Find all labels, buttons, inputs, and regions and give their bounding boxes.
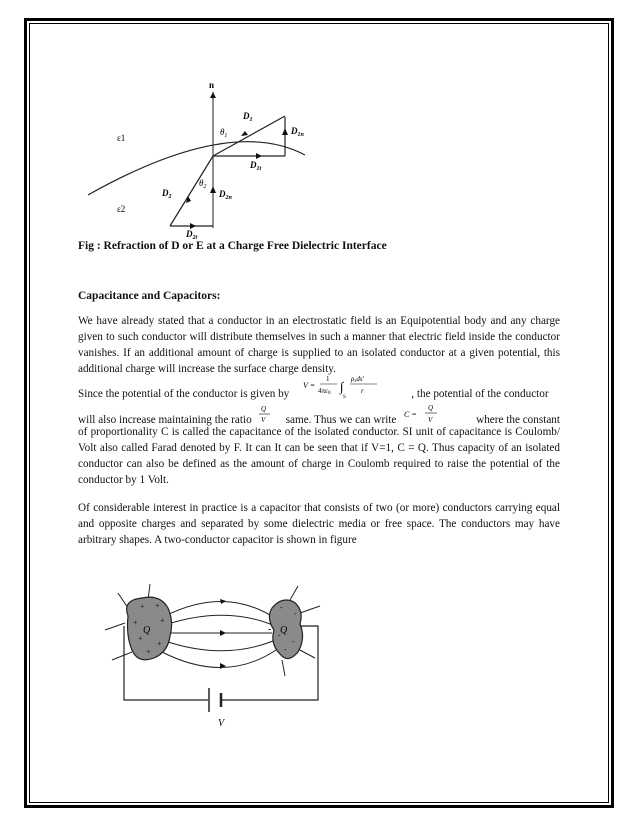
theta2-label: $\theta_2$ xyxy=(199,178,207,190)
ratio-equation xyxy=(258,402,272,426)
svg-text:-: - xyxy=(278,631,281,640)
refraction-diagram xyxy=(0,0,638,240)
svg-text:+: + xyxy=(157,639,162,648)
svg-text:r: r xyxy=(361,387,365,395)
d2n-label: $D_{2n}$ xyxy=(219,189,232,201)
interface-curve xyxy=(88,142,305,195)
svg-text:+: + xyxy=(155,601,160,610)
ratio-text-a: will also increase maintaining the ratio xyxy=(78,414,252,426)
svg-text:+: + xyxy=(140,602,145,611)
d1t-arrowhead xyxy=(256,153,262,159)
theta1-label: $\theta_1$ xyxy=(220,127,228,139)
paragraph-conductor: We have already stated that a conductor in an electrostatic field is an Equipotential body and any charge given to such conductor will distribute themselves in such a manner that electric field inside the conductor vanishes. If an additional amount of charge is supplied to an isolated conductor at a given potential, this additional charge will increase the surface charge density. xyxy=(78,315,560,375)
d1n-label: $D_{1n}$ xyxy=(291,126,304,138)
paragraph-capacitance: of proportionality C is called the capacitance of the isolated conductor. SI unit of capacitance is Coulomb/ Volt also called Farad denoted by F. It can It can be seen that if V=1, C = Q. Thus capacity of an isolated conductor can also be defined as the amount of charge in Coulomb required to raise the potential of the conductor by 1 Volt. xyxy=(78,426,560,486)
figure-caption: Fig : Refraction of D or E at a Charge Free Dielectric Interface xyxy=(78,240,387,252)
normal-label: n xyxy=(209,80,215,90)
svg-text:-: - xyxy=(280,603,283,612)
svg-text:+: + xyxy=(133,618,138,627)
right-wire xyxy=(222,626,318,700)
d1-arrowhead xyxy=(241,131,248,136)
d1n-arrowhead xyxy=(282,128,288,135)
svg-text:V: V xyxy=(428,416,433,424)
battery-voltage-label: V xyxy=(218,718,225,729)
left-charge-label: Q xyxy=(143,625,151,636)
svg-text:+: + xyxy=(138,634,143,643)
svg-text:ρsds′: ρsds′ xyxy=(351,375,365,384)
svg-text:∫: ∫ xyxy=(340,379,344,394)
svg-text:+: + xyxy=(146,647,151,656)
svg-text:V =: V = xyxy=(303,381,316,390)
potential-text-b: , the potential of the conductor xyxy=(411,388,549,400)
epsilon1-label: ε1 xyxy=(117,133,126,143)
d2n-arrowhead xyxy=(210,186,216,193)
potential-equation xyxy=(303,372,389,400)
ratio-text-b: same. Thus we can write xyxy=(285,414,397,426)
d2t-label: $D_{2t}$ xyxy=(186,229,198,240)
paragraph-capacitor: Of considerable interest in practice is a capacitor that consists of two (or more) conductors carrying equal and opposite charges and separated by some dielectric media or free space. The conductors may have arbitrary shapes. A two-conductor capacitor is shown in figure xyxy=(78,502,560,546)
svg-text:C =: C = xyxy=(404,410,418,419)
svg-text:Q: Q xyxy=(428,404,434,412)
svg-text:-: - xyxy=(284,645,287,654)
capacitor-diagram xyxy=(0,578,638,758)
capacitance-equation xyxy=(404,402,444,426)
d2-label: $D_2$ xyxy=(162,188,172,200)
svg-text:V: V xyxy=(260,416,265,424)
ratio-line xyxy=(78,400,560,426)
section-heading: Capacitance and Capacitors: xyxy=(78,290,221,302)
potential-text-a: Since the potential of the conductor is given by xyxy=(78,388,290,400)
svg-text:-: - xyxy=(294,609,297,618)
d2-vector xyxy=(170,156,213,226)
right-charge-label: Q xyxy=(280,625,288,636)
d1-label: $D_1$ xyxy=(243,111,253,123)
ratio-text-c: where the constant xyxy=(476,414,560,426)
right-charge-sign: - xyxy=(268,624,272,635)
svg-text:+: + xyxy=(160,616,165,625)
svg-text:1: 1 xyxy=(326,375,330,383)
svg-text:S: S xyxy=(343,395,347,400)
svg-text:Q: Q xyxy=(260,405,266,413)
potential-line xyxy=(78,372,560,400)
svg-text:4πε0: 4πε0 xyxy=(318,387,331,396)
d1t-label: $D_{1t}$ xyxy=(250,160,262,172)
epsilon2-label: ε2 xyxy=(117,204,126,214)
svg-text:-: - xyxy=(292,637,295,646)
